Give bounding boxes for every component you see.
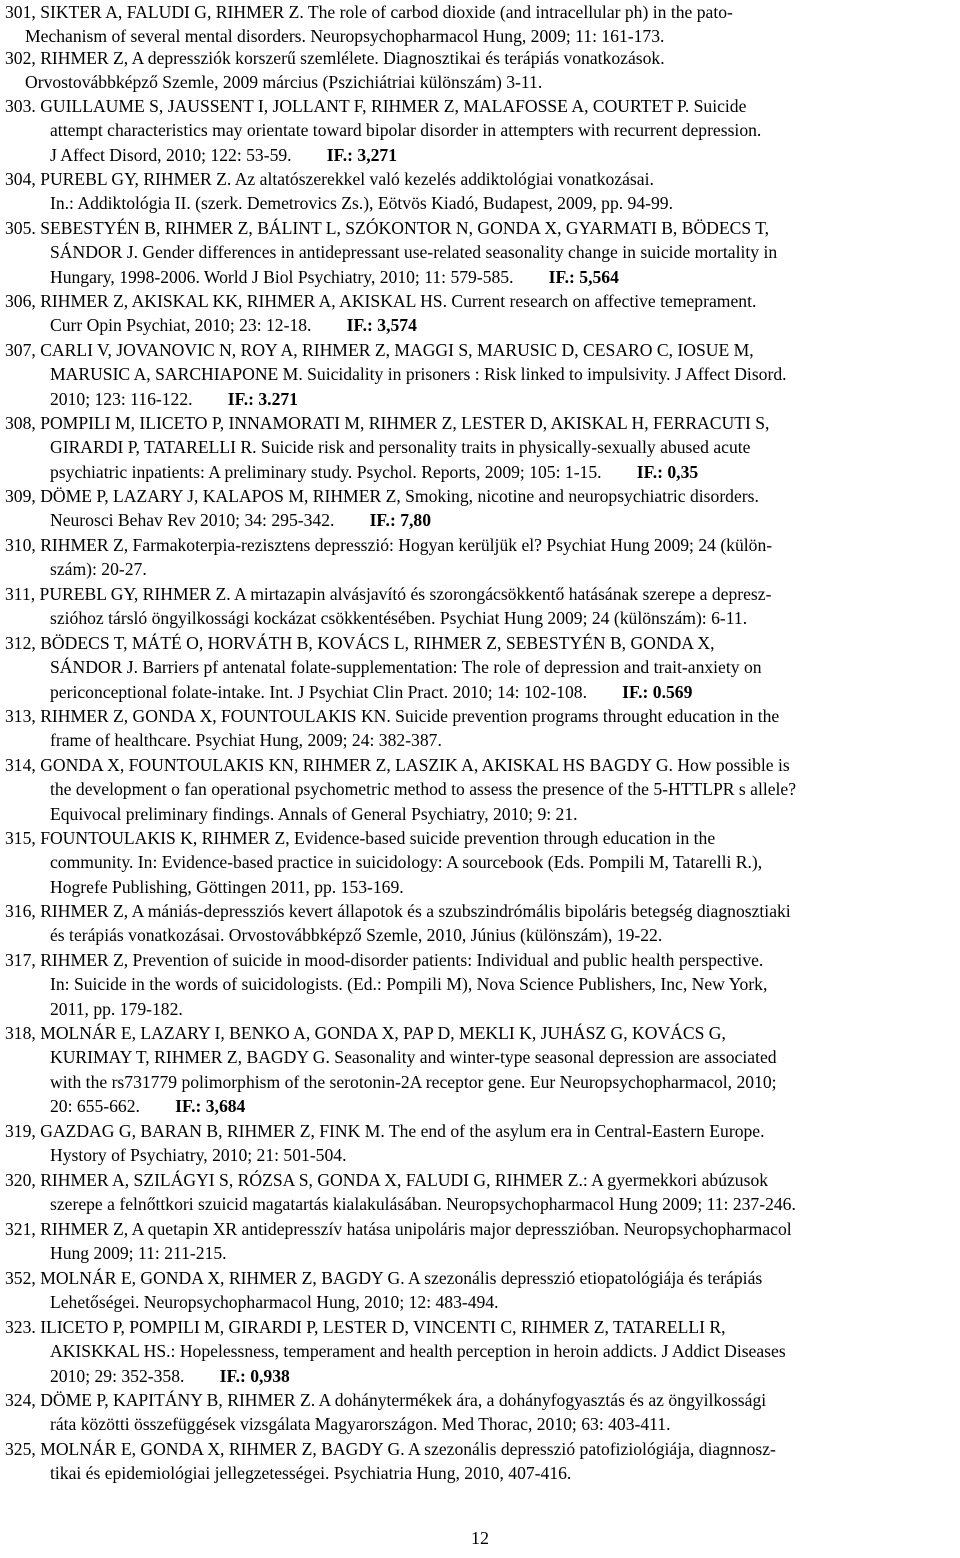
reference-entry (5, 338, 955, 411)
reference-line: 321, RIHMER Z, A quetapin XR antidepresszív hatása unipoláris major depresszióban. Neuropsychopharmacol (5, 1219, 792, 1239)
reference-line: Hogrefe Publishing, Göttingen 2011, pp. 153-169. (50, 876, 404, 897)
reference-line: 324, DÖME P, KAPITÁNY B, RIHMER Z. A dohánytermékek ára, a dohányfogyasztás és az öngyilkossági (5, 1390, 767, 1410)
reference-entry (5, 484, 955, 533)
reference-line: 305. SEBESTYÉN B, RIHMER Z, BÁLINT L, SZÓKONTOR N, GONDA X, GYARMATI B, BÖDECS T, (5, 218, 770, 238)
reference-line: SÁNDOR J. Gender differences in antidepressant use-related seasonality change in suicide mortality in (50, 242, 778, 263)
reference-line: Mechanism of several mental disorders. Neuropsychopharmacol Hung, 2009; 11: 161-173. (25, 26, 665, 47)
reference-entry (5, 167, 955, 216)
reference-line: szióhoz társló öngyilkossági kockázat csökkentésében. Psychiat Hung 2009; 24 (különszám): 6-11. (50, 608, 748, 629)
reference-line: ráta közötti összefüggések vizsgálata Magyarországon. Med Thorac, 2010; 63: 403-411. (50, 1414, 671, 1435)
reference-entry (5, 899, 955, 948)
reference-line: 2011, pp. 179-182. (50, 998, 183, 1019)
impact-factor: IF.: 0.569 (622, 681, 693, 702)
reference-line: 308, POMPILI M, ILICETO P, INNAMORATI M, RIHMER Z, LESTER D, AKISKAL H, FERRACUTI S, (5, 413, 770, 433)
reference-line: Lehetőségei. Neuropsychopharmacol Hung, 2010; 12: 483-494. (50, 1292, 499, 1313)
reference-line: frame of healthcare. Psychiat Hung, 2009; 24: 382-387. (50, 730, 442, 751)
reference-line: 2010; 29: 352-358. IF.: 0,938 (50, 1365, 290, 1386)
reference-line: 319, GAZDAG G, BARAN B, RIHMER Z, FINK M. The end of the asylum era in Central-Eastern Europe. (5, 1121, 765, 1141)
reference-line: 313, RIHMER Z, GONDA X, FOUNTOULAKIS KN. Suicide prevention programs throught education in the (5, 706, 780, 726)
reference-line: 304, PUREBL GY, RIHMER Z. Az altatószerekkel való kezelés addiktológiai vonatkozásai. (5, 169, 654, 189)
reference-line: the development o fan operational psychometric method to assess the presence of the 5-HTTLPR s allele? (50, 779, 797, 800)
reference-line: 2010; 123: 116-122. IF.: 3.271 (50, 388, 298, 409)
impact-factor: IF.: 3,271 (326, 144, 397, 165)
reference-line: 307, CARLI V, JOVANOVIC N, ROY A, RIHMER Z, MAGGI S, MARUSIC D, CESARO C, IOSUE M, (5, 340, 754, 360)
reference-line: Equivocal preliminary findings. Annals of General Psychiatry, 2010; 9: 21. (50, 803, 578, 824)
reference-entry (5, 0, 955, 49)
reference-entry (5, 1315, 955, 1388)
reference-line: Hungary, 1998-2006. World J Biol Psychiatry, 2010; 11: 579-585. IF.: 5,564 (50, 266, 619, 287)
reference-line: psychiatric inpatients: A preliminary study. Psychol. Reports, 2009; 105: 1-15. IF.: 0,35 (50, 461, 699, 482)
reference-entry (5, 1168, 955, 1217)
reference-line: 316, RIHMER Z, A mániás-depressziós kevert állapotok és a szubszindrómális bipoláris betegség diagnosztiaki (5, 901, 791, 921)
reference-entry (5, 631, 955, 704)
impact-factor: IF.: 0,938 (219, 1365, 290, 1386)
reference-entry (5, 826, 955, 899)
reference-entry (5, 289, 955, 338)
reference-line: 312, BÖDECS T, MÁTÉ O, HORVÁTH B, KOVÁCS L, RIHMER Z, SEBESTYÉN B, GONDA X, (5, 633, 715, 653)
reference-line: 352, MOLNÁR E, GONDA X, RIHMER Z, BAGDY G. A szezonális depresszió etiopatológiája és terápiás (5, 1268, 763, 1288)
reference-line: SÁNDOR J. Barriers pf antenatal folate-supplementation: The role of depression and trait-anxiety on (50, 657, 762, 678)
reference-line: 323. ILICETO P, POMPILI M, GIRARDI P, LESTER D, VINCENTI C, RIHMER Z, TATARELLI R, (5, 1317, 726, 1337)
reference-line: Curr Opin Psychiat, 2010; 23: 12-18. IF.: 3,574 (50, 315, 417, 336)
impact-factor: IF.: 0,35 (636, 461, 699, 482)
reference-line: In: Suicide in the words of suicidologists. (Ed.: Pompili M), Nova Science Publishers, Inc, New York, (50, 974, 768, 995)
reference-entry (5, 46, 955, 95)
reference-line: MARUSIC A, SARCHIAPONE M. Suicidality in prisoners : Risk linked to impulsivity. J Affect Disord. (50, 364, 787, 385)
impact-factor: IF.: 3,574 (346, 315, 417, 336)
reference-entry (5, 1266, 955, 1315)
reference-line: GIRARDI P, TATARELLI R. Suicide risk and personality traits in physically-sexually abused acute (50, 437, 751, 458)
reference-line: Hystory of Psychiatry, 2010; 21: 501-504. (50, 1145, 347, 1166)
reference-entry (5, 1021, 955, 1119)
reference-entry (5, 533, 955, 582)
reference-line: attempt characteristics may orientate toward bipolar disorder in attempters with recurrent depression. (50, 120, 762, 141)
reference-line: 315, FOUNTOULAKIS K, RIHMER Z, Evidence-based suicide prevention through education in the (5, 828, 716, 848)
reference-line: 303. GUILLAUME S, JAUSSENT I, JOLLANT F, RIHMER Z, MALAFOSSE A, COURTET P. Suicide (5, 96, 747, 116)
reference-line: és terápiás vonatkozásai. Orvostovábbképző Szemle, 2010, Június (különszám), 19-22. (50, 925, 663, 946)
impact-factor: IF.: 3.271 (227, 388, 298, 409)
reference-line: 309, DÖME P, LAZARY J, KALAPOS M, RIHMER Z, Smoking, nicotine and neuropsychiatric disorders. (5, 486, 759, 506)
reference-line: 314, GONDA X, FOUNTOULAKIS KN, RIHMER Z, LASZIK A, AKISKAL HS BAGDY G. How possible is (5, 755, 790, 775)
reference-entry (5, 948, 955, 1021)
reference-line: Orvostovábbképző Szemle, 2009 március (Pszichiátriai különszám) 3-11. (25, 72, 543, 93)
impact-factor: IF.: 5,564 (548, 266, 619, 287)
reference-line: 302, RIHMER Z, A depressziók korszerű szemlélete. Diagnosztikai és terápiás vonatkozások. (5, 48, 665, 68)
reference-entry (5, 1119, 955, 1168)
reference-line: 320, RIHMER A, SZILÁGYI S, RÓZSA S, GONDA X, FALUDI G, RIHMER Z.: A gyermekkori abúzusok (5, 1170, 769, 1190)
reference-line: 310, RIHMER Z, Farmakoterpia-rezisztens depresszió: Hogyan kerüljük el? Psychiat Hung 2009; 24 (külön- (5, 535, 773, 555)
reference-line: Hung 2009; 11: 211-215. (50, 1243, 227, 1264)
reference-line: szám): 20-27. (50, 559, 147, 580)
reference-line: periconceptional folate-intake. Int. J Psychiat Clin Pract. 2010; 14: 102-108. IF.: 0.569 (50, 681, 693, 702)
reference-line: tikai és epidemiológiai jellegzetességei. Psychiatria Hung, 2010, 407-416. (50, 1463, 572, 1484)
reference-line: 301, SIKTER A, FALUDI G, RIHMER Z. The role of carbod dioxide (and intracellular ph) in the pato- (5, 2, 733, 22)
reference-entry (5, 1388, 955, 1437)
reference-line: 317, RIHMER Z, Prevention of suicide in mood-disorder patients: Individual and public health perspective. (5, 950, 764, 970)
reference-line: szerepe a felnőttkori szuicid magatartás kialakulásában. Neuropsychopharmacol Hung 2009; 11: 237-246. (50, 1194, 796, 1215)
reference-entry (5, 1217, 955, 1266)
reference-entry (5, 216, 955, 289)
reference-entry (5, 753, 955, 826)
reference-line: KURIMAY T, RIHMER Z, BAGDY G. Seasonality and winter-type seasonal depression are associated (50, 1047, 777, 1068)
reference-line: J Affect Disord, 2010; 122: 53-59. IF.: 3,271 (50, 144, 397, 165)
reference-line: with the rs731779 polimorphism of the serotonin-2A receptor gene. Eur Neuropsychopharmacol, 2010; (50, 1071, 777, 1092)
reference-entry (5, 411, 955, 484)
reference-line: 20: 655-662. IF.: 3,684 (50, 1096, 246, 1117)
reference-line: community. In: Evidence-based practice in suicidology: A sourcebook (Eds. Pompili M, Tatarelli R.), (50, 852, 763, 873)
impact-factor: IF.: 7,80 (369, 510, 432, 531)
reference-line: Neurosci Behav Rev 2010; 34: 295-342. IF.: 7,80 (50, 510, 432, 531)
reference-line: 325, MOLNÁR E, GONDA X, RIHMER Z, BAGDY G. A szezonális depresszió patofiziológiája, diagnnosz- (5, 1439, 776, 1459)
reference-entry (5, 704, 955, 753)
reference-line: AKISKKAL HS.: Hopelessness, temperament and health perception in heroin addicts. J Addict Diseases (50, 1341, 786, 1362)
reference-line: 318, MOLNÁR E, LAZARY I, BENKO A, GONDA X, PAP D, MEKLI K, JUHÁSZ G, KOVÁCS G, (5, 1023, 726, 1043)
page-number: 12 (471, 1528, 489, 1548)
reference-entry (5, 582, 955, 631)
reference-entry (5, 1437, 955, 1486)
reference-line: In.: Addiktológia II. (szerk. Demetrovics Zs.), Eötvös Kiadó, Budapest, 2009, pp. 94-99. (50, 193, 674, 214)
impact-factor: IF.: 3,684 (175, 1096, 246, 1117)
reference-line: 306, RIHMER Z, AKISKAL KK, RIHMER A, AKISKAL HS. Current research on affective temeprament. (5, 291, 757, 311)
reference-line: 311, PUREBL GY, RIHMER Z. A mirtazapin alvásjavító és szorongácsökkentő hatásának szerepe a depresz- (5, 584, 772, 604)
reference-entry (5, 94, 955, 167)
